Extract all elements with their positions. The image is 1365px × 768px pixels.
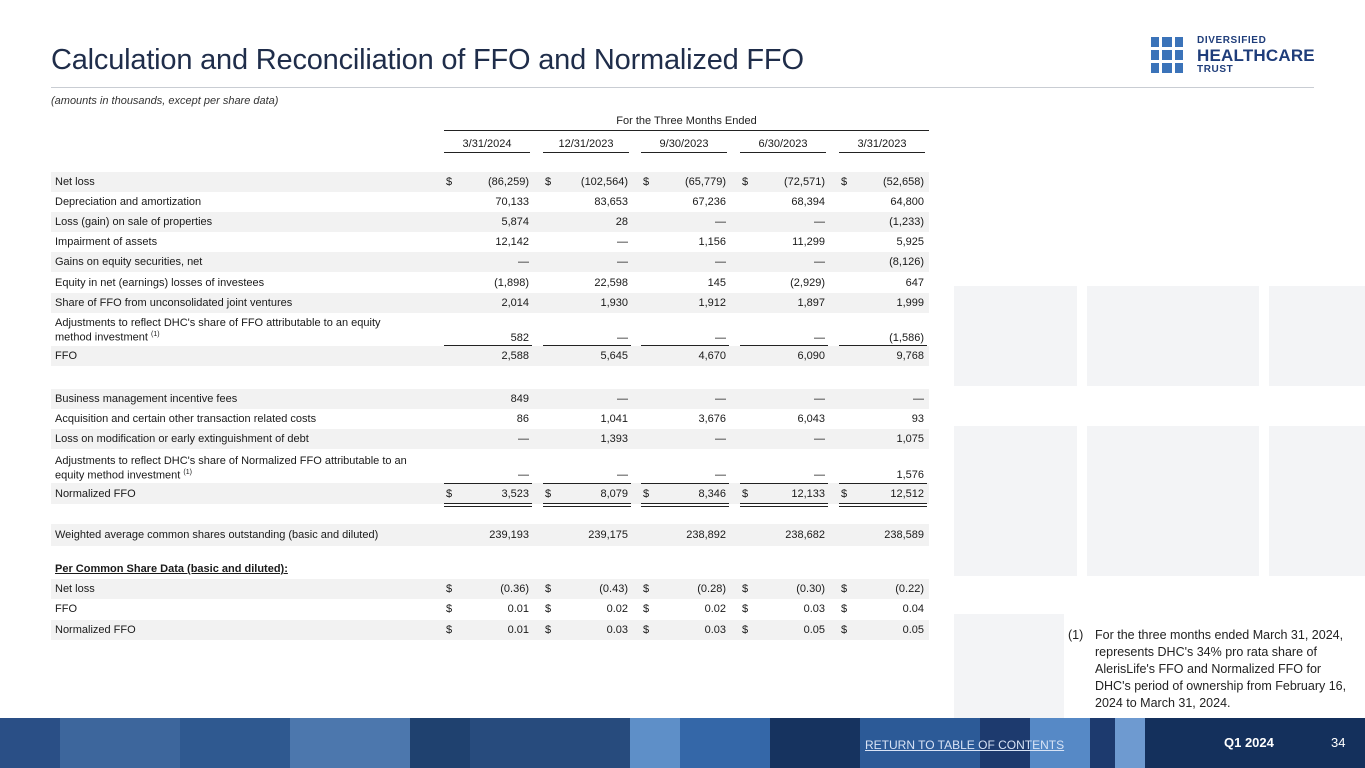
table-cell xyxy=(543,599,631,619)
cell-value: 239,175 xyxy=(588,529,628,541)
cell-value: — xyxy=(814,393,825,405)
total-top-rule xyxy=(444,483,929,484)
total-double-rule xyxy=(444,506,929,507)
currency-symbol: $ xyxy=(643,583,650,595)
cell-value: — xyxy=(617,236,628,248)
currency-symbol: $ xyxy=(742,624,749,636)
footnote-ref: (1) xyxy=(183,469,192,476)
table-cell xyxy=(740,389,828,409)
units-note: (amounts in thousands, except per share data) xyxy=(51,95,279,107)
table-cell xyxy=(444,599,532,619)
table-cell xyxy=(543,252,631,272)
cell-value: (2,929) xyxy=(790,277,825,289)
row-label: Business management incentive fees xyxy=(55,393,238,405)
cell-value: — xyxy=(617,469,628,481)
table-cell xyxy=(839,293,927,313)
table-cell xyxy=(641,579,729,599)
table-cell xyxy=(839,579,927,599)
row-label: FFO xyxy=(55,603,77,615)
cell-value: 238,682 xyxy=(785,529,825,541)
table-cell xyxy=(444,389,532,409)
table-cell xyxy=(543,559,631,579)
table-row xyxy=(51,346,929,366)
row-label: Acquisition and certain other transaction related costs xyxy=(55,413,317,425)
row-label: Loss (gain) on sale of properties xyxy=(55,216,213,228)
row-label: Per Common Share Data (basic and diluted): xyxy=(55,563,288,575)
cell-value: 9,768 xyxy=(896,350,924,362)
cell-value: 5,925 xyxy=(896,236,924,248)
table-cell xyxy=(543,409,631,429)
table-cell xyxy=(641,212,729,232)
table-cell xyxy=(543,389,631,409)
page-number: 34 xyxy=(1331,735,1346,750)
table-cell xyxy=(740,452,828,484)
cell-value: — xyxy=(913,393,924,405)
currency-symbol: $ xyxy=(446,624,453,636)
table-cell xyxy=(839,452,927,484)
table-cell xyxy=(444,252,532,272)
row-label: Impairment of assets xyxy=(55,236,158,248)
currency-symbol: $ xyxy=(742,176,749,188)
column-header-rule xyxy=(839,152,925,153)
cell-value: — xyxy=(617,256,628,268)
cell-value: — xyxy=(617,332,628,344)
table-cell xyxy=(839,172,927,192)
table-cell xyxy=(839,314,927,347)
page-title: Calculation and Reconciliation of FFO and Normalized FFO xyxy=(51,44,804,76)
table-cell xyxy=(543,273,631,293)
currency-symbol: $ xyxy=(841,488,848,500)
table-cell xyxy=(740,409,828,429)
cell-value: 849 xyxy=(510,393,529,405)
table-cell xyxy=(543,192,631,212)
table-cell xyxy=(839,346,927,366)
column-header: 3/31/2024 xyxy=(462,138,512,150)
table-cell xyxy=(641,483,729,504)
cell-value: 0.03 xyxy=(803,603,825,615)
cell-value: 6,090 xyxy=(797,350,825,362)
currency-symbol: $ xyxy=(446,603,453,615)
cell-value: 5,874 xyxy=(501,216,529,228)
cell-value: — xyxy=(518,256,529,268)
cell-value: (1,898) xyxy=(494,277,529,289)
table-cell xyxy=(839,559,927,579)
table-cell xyxy=(839,212,927,232)
currency-symbol: $ xyxy=(643,624,650,636)
row-label: Adjustments to reflect DHC's share of Normalized FFO attributable to an equity method investment $^{(1)}$ xyxy=(55,455,407,482)
cell-value: 86 xyxy=(516,413,529,425)
currency-symbol: $ xyxy=(643,603,650,615)
cell-value: 582 xyxy=(510,332,529,344)
row-label: Net loss xyxy=(55,583,95,595)
table-cell xyxy=(444,172,532,192)
cell-value: 0.01 xyxy=(507,624,529,636)
cell-value: (1,233) xyxy=(889,216,924,228)
cell-value: 0.05 xyxy=(902,624,924,636)
logo-wordmark: DIVERSIFIED HEALTHCARE TRUST xyxy=(1197,35,1315,75)
table-cell xyxy=(444,212,532,232)
row-label: Normalized FFO xyxy=(55,624,136,636)
cell-value: 647 xyxy=(905,277,924,289)
total-double-rule xyxy=(444,503,929,504)
table-cell xyxy=(641,232,729,252)
column-header-rule xyxy=(543,152,629,153)
cell-value: 1,912 xyxy=(698,297,726,309)
quarter-label: Q1 2024 xyxy=(1224,735,1274,750)
currency-symbol: $ xyxy=(446,583,453,595)
table-cell xyxy=(641,314,729,347)
row-label: Normalized FFO xyxy=(55,488,136,500)
cell-value: — xyxy=(814,469,825,481)
cell-value: 93 xyxy=(911,413,924,425)
table-cell xyxy=(641,409,729,429)
currency-symbol: $ xyxy=(742,488,749,500)
table-cell xyxy=(641,389,729,409)
table-cell xyxy=(444,293,532,313)
table-row xyxy=(51,172,929,192)
table-row xyxy=(51,409,929,429)
table-cell xyxy=(740,273,828,293)
table-cell xyxy=(839,524,927,546)
table-row xyxy=(51,559,929,579)
table-cell xyxy=(839,232,927,252)
cell-value: 239,193 xyxy=(489,529,529,541)
cell-value: (0.28) xyxy=(697,583,726,595)
currency-symbol: $ xyxy=(742,583,749,595)
cell-value: 8,346 xyxy=(698,488,726,500)
table-cell xyxy=(444,483,532,504)
period-header-rule xyxy=(444,130,929,131)
cell-value: — xyxy=(715,332,726,344)
table-cell xyxy=(740,252,828,272)
cell-value: 1,393 xyxy=(600,433,628,445)
cell-value: 4,670 xyxy=(698,350,726,362)
currency-symbol: $ xyxy=(446,176,453,188)
table-cell xyxy=(641,172,729,192)
cell-value: 0.01 xyxy=(507,603,529,615)
currency-symbol: $ xyxy=(841,603,848,615)
table-cell xyxy=(543,172,631,192)
cell-value: — xyxy=(518,433,529,445)
currency-symbol: $ xyxy=(841,176,848,188)
footer-bar xyxy=(0,718,1365,768)
column-header: 12/31/2023 xyxy=(558,138,614,150)
currency-symbol: $ xyxy=(841,624,848,636)
cell-value: 64,800 xyxy=(890,196,924,208)
row-label: Depreciation and amortization xyxy=(55,196,202,208)
cell-value: — xyxy=(518,469,529,481)
cell-value: (0.30) xyxy=(796,583,825,595)
table-cell xyxy=(641,293,729,313)
cell-value: (86,259) xyxy=(488,176,529,188)
cell-value: 11,299 xyxy=(792,236,825,248)
table-cell xyxy=(543,483,631,504)
table-cell xyxy=(444,192,532,212)
table-row xyxy=(51,192,929,212)
cell-value: — xyxy=(715,216,726,228)
column-header-rule xyxy=(444,152,530,153)
currency-symbol: $ xyxy=(545,603,552,615)
table-row xyxy=(51,293,929,313)
row-label: Adjustments to reflect DHC's share of FFO attributable to an equity method investment $^{(1)}$ xyxy=(55,317,381,344)
table-cell xyxy=(839,192,927,212)
cell-value: 238,589 xyxy=(884,529,924,541)
table-cell xyxy=(740,579,828,599)
row-label: Loss on modification or early extinguishment of debt xyxy=(55,433,309,445)
table-row xyxy=(51,599,929,619)
currency-symbol: $ xyxy=(643,488,650,500)
cell-value: 70,133 xyxy=(495,196,529,208)
cell-value: (0.36) xyxy=(500,583,529,595)
cell-value: 0.04 xyxy=(902,603,924,615)
table-cell xyxy=(543,314,631,347)
table-row xyxy=(51,429,929,449)
cell-value: 3,676 xyxy=(698,413,726,425)
cell-value: — xyxy=(814,256,825,268)
footnote-ref: (1) xyxy=(151,331,160,338)
cell-value: 1,930 xyxy=(600,297,628,309)
table-cell xyxy=(839,409,927,429)
cell-value: (65,779) xyxy=(685,176,726,188)
table-cell xyxy=(740,483,828,504)
cell-value: 0.03 xyxy=(704,624,726,636)
table-cell xyxy=(839,429,927,449)
table-cell xyxy=(543,579,631,599)
currency-symbol: $ xyxy=(545,583,552,595)
currency-symbol: $ xyxy=(446,488,453,500)
table-cell xyxy=(641,559,729,579)
table-cell xyxy=(839,389,927,409)
table-row xyxy=(51,212,929,232)
table-cell xyxy=(641,429,729,449)
cell-value: — xyxy=(715,469,726,481)
table-cell xyxy=(444,429,532,449)
currency-symbol: $ xyxy=(545,176,552,188)
cell-value: (8,126) xyxy=(889,256,924,268)
table-row xyxy=(51,579,929,599)
logo-mark-icon xyxy=(1151,37,1187,73)
table-cell xyxy=(641,620,729,640)
table-row xyxy=(51,314,929,347)
table-cell xyxy=(543,232,631,252)
footnote-number: (1) xyxy=(1068,628,1084,642)
title-rule xyxy=(51,87,1314,88)
table-cell xyxy=(641,599,729,619)
company-logo xyxy=(1151,36,1321,76)
cell-value: — xyxy=(715,256,726,268)
table-cell xyxy=(543,452,631,484)
table-cell xyxy=(740,620,828,640)
table-cell xyxy=(444,452,532,484)
table-cell xyxy=(740,293,828,313)
table-cell xyxy=(740,192,828,212)
table-cell xyxy=(839,483,927,504)
row-label: FFO xyxy=(55,350,77,362)
table-cell xyxy=(444,273,532,293)
cell-value: (102,564) xyxy=(580,176,628,188)
table-cell xyxy=(641,192,729,212)
table-cell xyxy=(543,524,631,546)
cell-value: — xyxy=(814,332,825,344)
currency-symbol: $ xyxy=(841,583,848,595)
cell-value: 145 xyxy=(707,277,726,289)
cell-value: (0.22) xyxy=(895,583,924,595)
table-cell xyxy=(543,429,631,449)
cell-value: — xyxy=(814,216,825,228)
cell-value: 2,014 xyxy=(501,297,529,309)
column-header: 9/30/2023 xyxy=(659,138,709,150)
cell-value: 68,394 xyxy=(791,196,825,208)
cell-value: 2,588 xyxy=(501,350,529,362)
table-row xyxy=(51,483,929,504)
cell-value: 12,133 xyxy=(791,488,825,500)
table-cell xyxy=(740,172,828,192)
cell-value: 1,156 xyxy=(698,236,726,248)
cell-value: 5,645 xyxy=(600,350,628,362)
table-row xyxy=(51,232,929,252)
cell-value: 28 xyxy=(615,216,628,228)
footnote-text: For the three months ended March 31, 2024, represents DHC's 34% pro rata share of AlerisLife's FFO and Normalized FFO for DHC's period of ownership from February 16, 2024 to March 31, 2024. xyxy=(1095,628,1347,710)
table-cell xyxy=(444,620,532,640)
cell-value: 12,512 xyxy=(890,488,924,500)
cell-value: 1,075 xyxy=(896,433,924,445)
cell-value: (1,586) xyxy=(889,332,924,344)
table-cell xyxy=(740,212,828,232)
table-row xyxy=(51,620,929,640)
table-cell xyxy=(543,346,631,366)
table-cell xyxy=(543,293,631,313)
table-cell xyxy=(543,212,631,232)
cell-value: 1,999 xyxy=(896,297,924,309)
table-cell xyxy=(740,599,828,619)
table-cell xyxy=(740,559,828,579)
table-cell xyxy=(839,620,927,640)
table-cell xyxy=(740,232,828,252)
table-cell xyxy=(444,314,532,347)
cell-value: — xyxy=(814,433,825,445)
table-cell xyxy=(839,599,927,619)
cell-value: 67,236 xyxy=(692,196,726,208)
table-cell xyxy=(444,409,532,429)
cell-value: 1,576 xyxy=(896,469,924,481)
table-cell xyxy=(740,524,828,546)
table-cell xyxy=(444,346,532,366)
cell-value: (52,658) xyxy=(883,176,924,188)
cell-value: — xyxy=(715,393,726,405)
cell-value: 0.05 xyxy=(803,624,825,636)
cell-value: 12,142 xyxy=(495,236,529,248)
table-cell xyxy=(641,452,729,484)
cell-value: 8,079 xyxy=(600,488,628,500)
row-label: Gains on equity securities, net xyxy=(55,256,203,268)
table-cell xyxy=(444,579,532,599)
table-row xyxy=(51,389,929,409)
table-row xyxy=(51,452,929,484)
cell-value: (0.43) xyxy=(599,583,628,595)
cell-value: 1,041 xyxy=(600,413,628,425)
table-cell xyxy=(641,273,729,293)
table-cell xyxy=(444,524,532,546)
table-cell xyxy=(543,620,631,640)
row-label: Net loss xyxy=(55,176,95,188)
column-header: 6/30/2023 xyxy=(758,138,808,150)
currency-symbol: $ xyxy=(545,488,552,500)
cell-value: 0.03 xyxy=(606,624,628,636)
cell-value: — xyxy=(715,433,726,445)
table-row xyxy=(51,524,929,546)
table-cell xyxy=(641,252,729,272)
column-header-rule xyxy=(641,152,727,153)
cell-value: 238,892 xyxy=(686,529,726,541)
row-label: Weighted average common shares outstanding (basic and diluted) xyxy=(55,529,379,541)
cell-value: 83,653 xyxy=(594,196,628,208)
period-header: For the Three Months Ended xyxy=(616,115,757,127)
table-cell xyxy=(641,346,729,366)
cell-value: (72,571) xyxy=(784,176,825,188)
table-cell xyxy=(444,559,532,579)
table-cell xyxy=(641,524,729,546)
cell-value: 3,523 xyxy=(501,488,529,500)
table-cell xyxy=(740,429,828,449)
currency-symbol: $ xyxy=(545,624,552,636)
currency-symbol: $ xyxy=(742,603,749,615)
table-row xyxy=(51,273,929,293)
row-label: Equity in net (earnings) losses of investees xyxy=(55,277,265,289)
table-cell xyxy=(839,252,927,272)
cell-value: 22,598 xyxy=(594,277,628,289)
column-header-rule xyxy=(740,152,826,153)
row-label: Share of FFO from unconsolidated joint ventures xyxy=(55,297,293,309)
return-to-toc-link[interactable]: RETURN TO TABLE OF CONTENTS xyxy=(865,738,1065,752)
cell-value: 0.02 xyxy=(704,603,726,615)
cell-value: 1,897 xyxy=(797,297,825,309)
table-row xyxy=(51,252,929,272)
currency-symbol: $ xyxy=(643,176,650,188)
table-cell xyxy=(839,273,927,293)
cell-value: — xyxy=(617,393,628,405)
table-cell xyxy=(444,232,532,252)
cell-value: 6,043 xyxy=(797,413,825,425)
table-cell xyxy=(740,346,828,366)
cell-value: 0.02 xyxy=(606,603,628,615)
table-cell xyxy=(740,314,828,347)
column-header: 3/31/2023 xyxy=(857,138,907,150)
